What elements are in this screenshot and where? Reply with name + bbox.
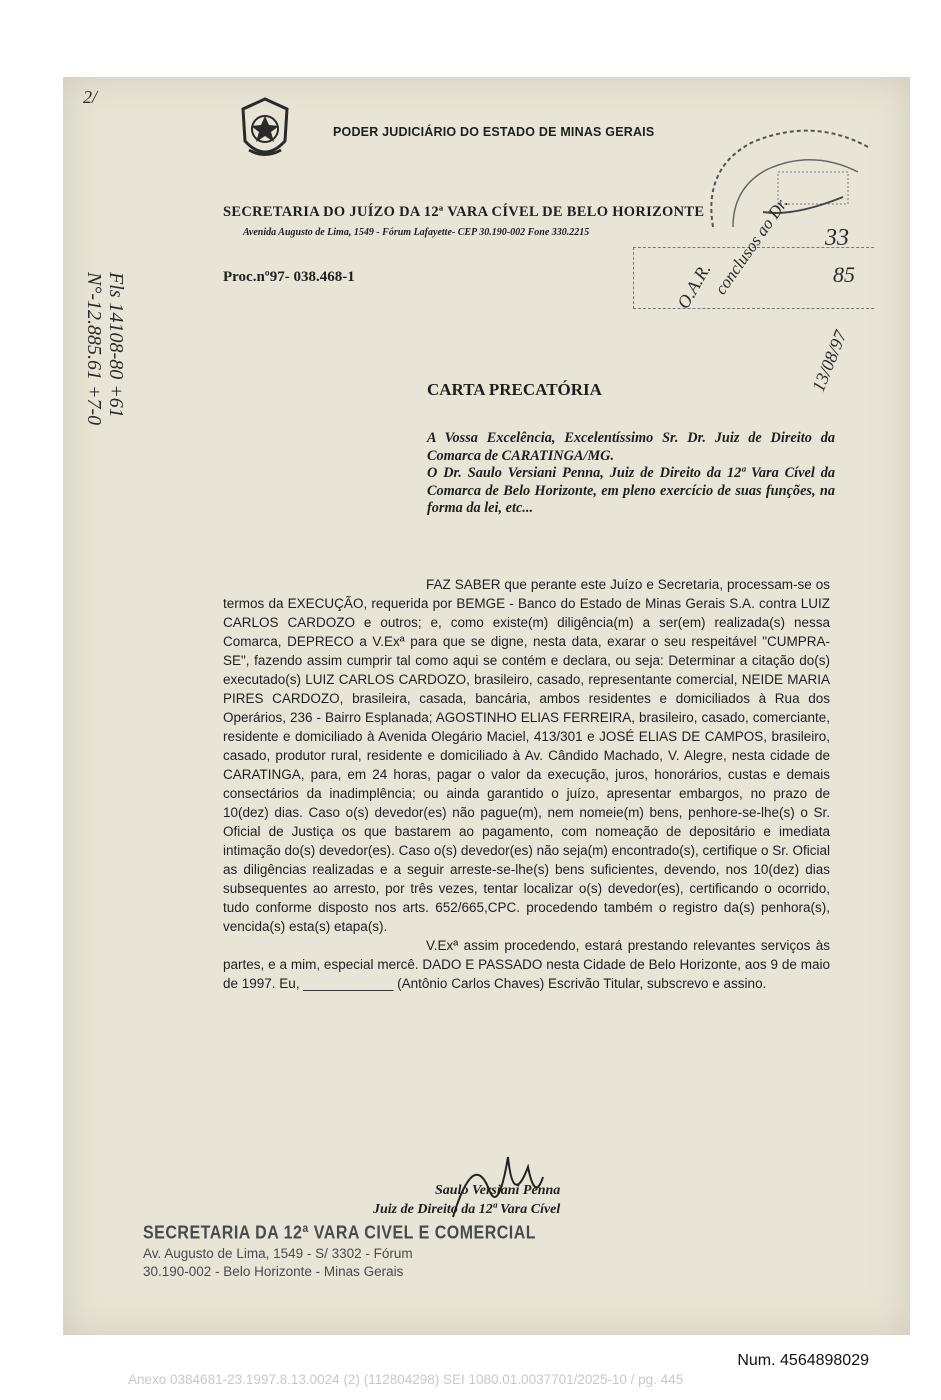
margin-note-line-2: N°-12.885.61 +7-0 <box>83 272 105 426</box>
coat-of-arms-icon <box>235 95 295 165</box>
stamp-line-1: SECRETARIA DA 12ª VARA CIVEL E COMERCIAL <box>143 1223 537 1244</box>
addressee-block <box>427 430 835 518</box>
document-reference: Anexo 0384681-23.1997.8.13.0024 (2) (112804298) SEI 1080.01.0037701/2025-10 / pg. 445 <box>128 1372 684 1387</box>
handwritten-date: 13/08/97 <box>808 327 851 395</box>
handwritten-number-33: 33 <box>825 225 849 251</box>
document-number: Num. 4564898029 <box>737 1352 869 1369</box>
signatory-title: Juiz de Direito da 12ª Vara Cível <box>373 1202 561 1217</box>
signatory-name: Saulo Versiani Penna <box>435 1183 561 1198</box>
handwritten-note-conclusos: conclusos ao Dr. <box>711 193 792 298</box>
margin-note-line-1: Fls 14108-80 +61 <box>105 272 127 418</box>
issuer-paragraph: O Dr. Saulo Versiani Penna, Juiz de Direito da 12ª Vara Cível da Comarca de Belo Horizonte, em pleno exercício de suas funções, na forma da lei, etc... <box>427 465 835 516</box>
process-number: Proc.nº97- 038.468-1 <box>223 269 355 285</box>
secretaria-title: SECRETARIA DO JUÍZO DA 12ª VARA CÍVEL DE BELO HORIZONTE <box>223 204 705 220</box>
handwritten-initial: 2/ <box>83 87 98 107</box>
body-paragraph-closing: V.Exª assim procedendo, estará prestando relevantes serviços às partes, e a mim, especial mercê. DADO E PASSADO nesta Cidade de Belo Horizonte, aos 9 de maio de 1997. Eu, ____________ (Antônio Carlos Chaves) Escrivão Titular, subscrevo e assino. <box>223 938 830 991</box>
stamp-line-2: Av. Augusto de Lima, 1549 - S/ 3302 - Fórum <box>143 1246 413 1261</box>
scanned-page <box>63 77 910 1335</box>
court-address: Avenida Augusto de Lima, 1549 - Fórum Lafayette- CEP 30.190-002 Fone 330.2215 <box>243 227 590 238</box>
court-title: PODER JUDICIÁRIO DO ESTADO DE MINAS GERAIS <box>333 125 655 139</box>
official-stamp-icon <box>693 117 893 237</box>
handwritten-note-oar: O.A.R. <box>673 259 715 312</box>
handwritten-number-85: 85 <box>833 262 855 287</box>
stamp-line-3: 30.190-002 - Belo Horizonte - Minas Gerais <box>143 1264 404 1279</box>
body-text <box>223 575 830 993</box>
document-title: CARTA PRECATÓRIA <box>427 380 602 399</box>
body-paragraph-main: FAZ SABER que perante este Juízo e Secretaria, processam-se os termos da EXECUÇÃO, requerida por BEMGE - Banco do Estado de Minas Gerais S.A. contra LUIZ CARLOS CARDOZO e outros; e, como existe(m) diligência(m) a ser(em) realizada(s) nessa Comarca, DEPRECO a V.Exª para que se digne, nesta data, exarar o seu respeitável "CUMPRA-SE", fazendo assim cumprir tal como aqui se contém e declara, ou seja: Determinar a citação do(s) executado(s) LUIZ CARLOS CARDOZO, brasileiro, casado, representante comercial, NEIDE MARIA PIRES CARDOZO, brasileira, casada, bancária, ambos residentes e domiciliados à Rua dos Operários, 236 - Bairro Esplanada; AGOSTINHO ELIAS FERREIRA, brasileiro, casado, comerciante, residente e domiciliado à Avenida Olegário Maciel, 413/301 e JOSÉ ELIAS DE CAMPOS, brasileiro, casado, produtor rural, residente e domiciliado à Av. Cândido Machado, V. Alegre, nesta cidade de CARATINGA, para, em 24 horas, pagar o valor da execução, juros, honorários, custas e demais consectários da inadimplência; ou ainda garantido o juízo, apresentar embargos, no prazo de 10(dez) dias. Caso o(s) devedor(es) não pague(m), nem nomeie(m) bens, penhore-se-lhe(s) o Sr. Oficial de Justiça os que bastarem ao pagamento, com nomeação de depositário e imediata intimação do(s) devedor(es). Caso o(s) devedor(es) não seja(m) encontrado(s), certifique o Sr. Oficial as diligências realizadas e a seguir arreste-se-lhe(s) bens suficientes, devendo, nos 10(dez) dias subsequentes ao arresto, por três vezes, tentar localizar o(s) devedor(es), certificando o ocorrido, tudo conforme disposto nos arts. 652/665,CPC. procedendo também o registro da(s) penhora(s), vencida(s) esta(s) etapa(s). <box>223 577 830 934</box>
addressee-paragraph: A Vossa Excelência, Excelentíssimo Sr. Dr. Juiz de Direito da Comarca de CARATINGA/MG. <box>427 430 835 464</box>
secretaria-footer-stamp <box>143 1225 536 1279</box>
